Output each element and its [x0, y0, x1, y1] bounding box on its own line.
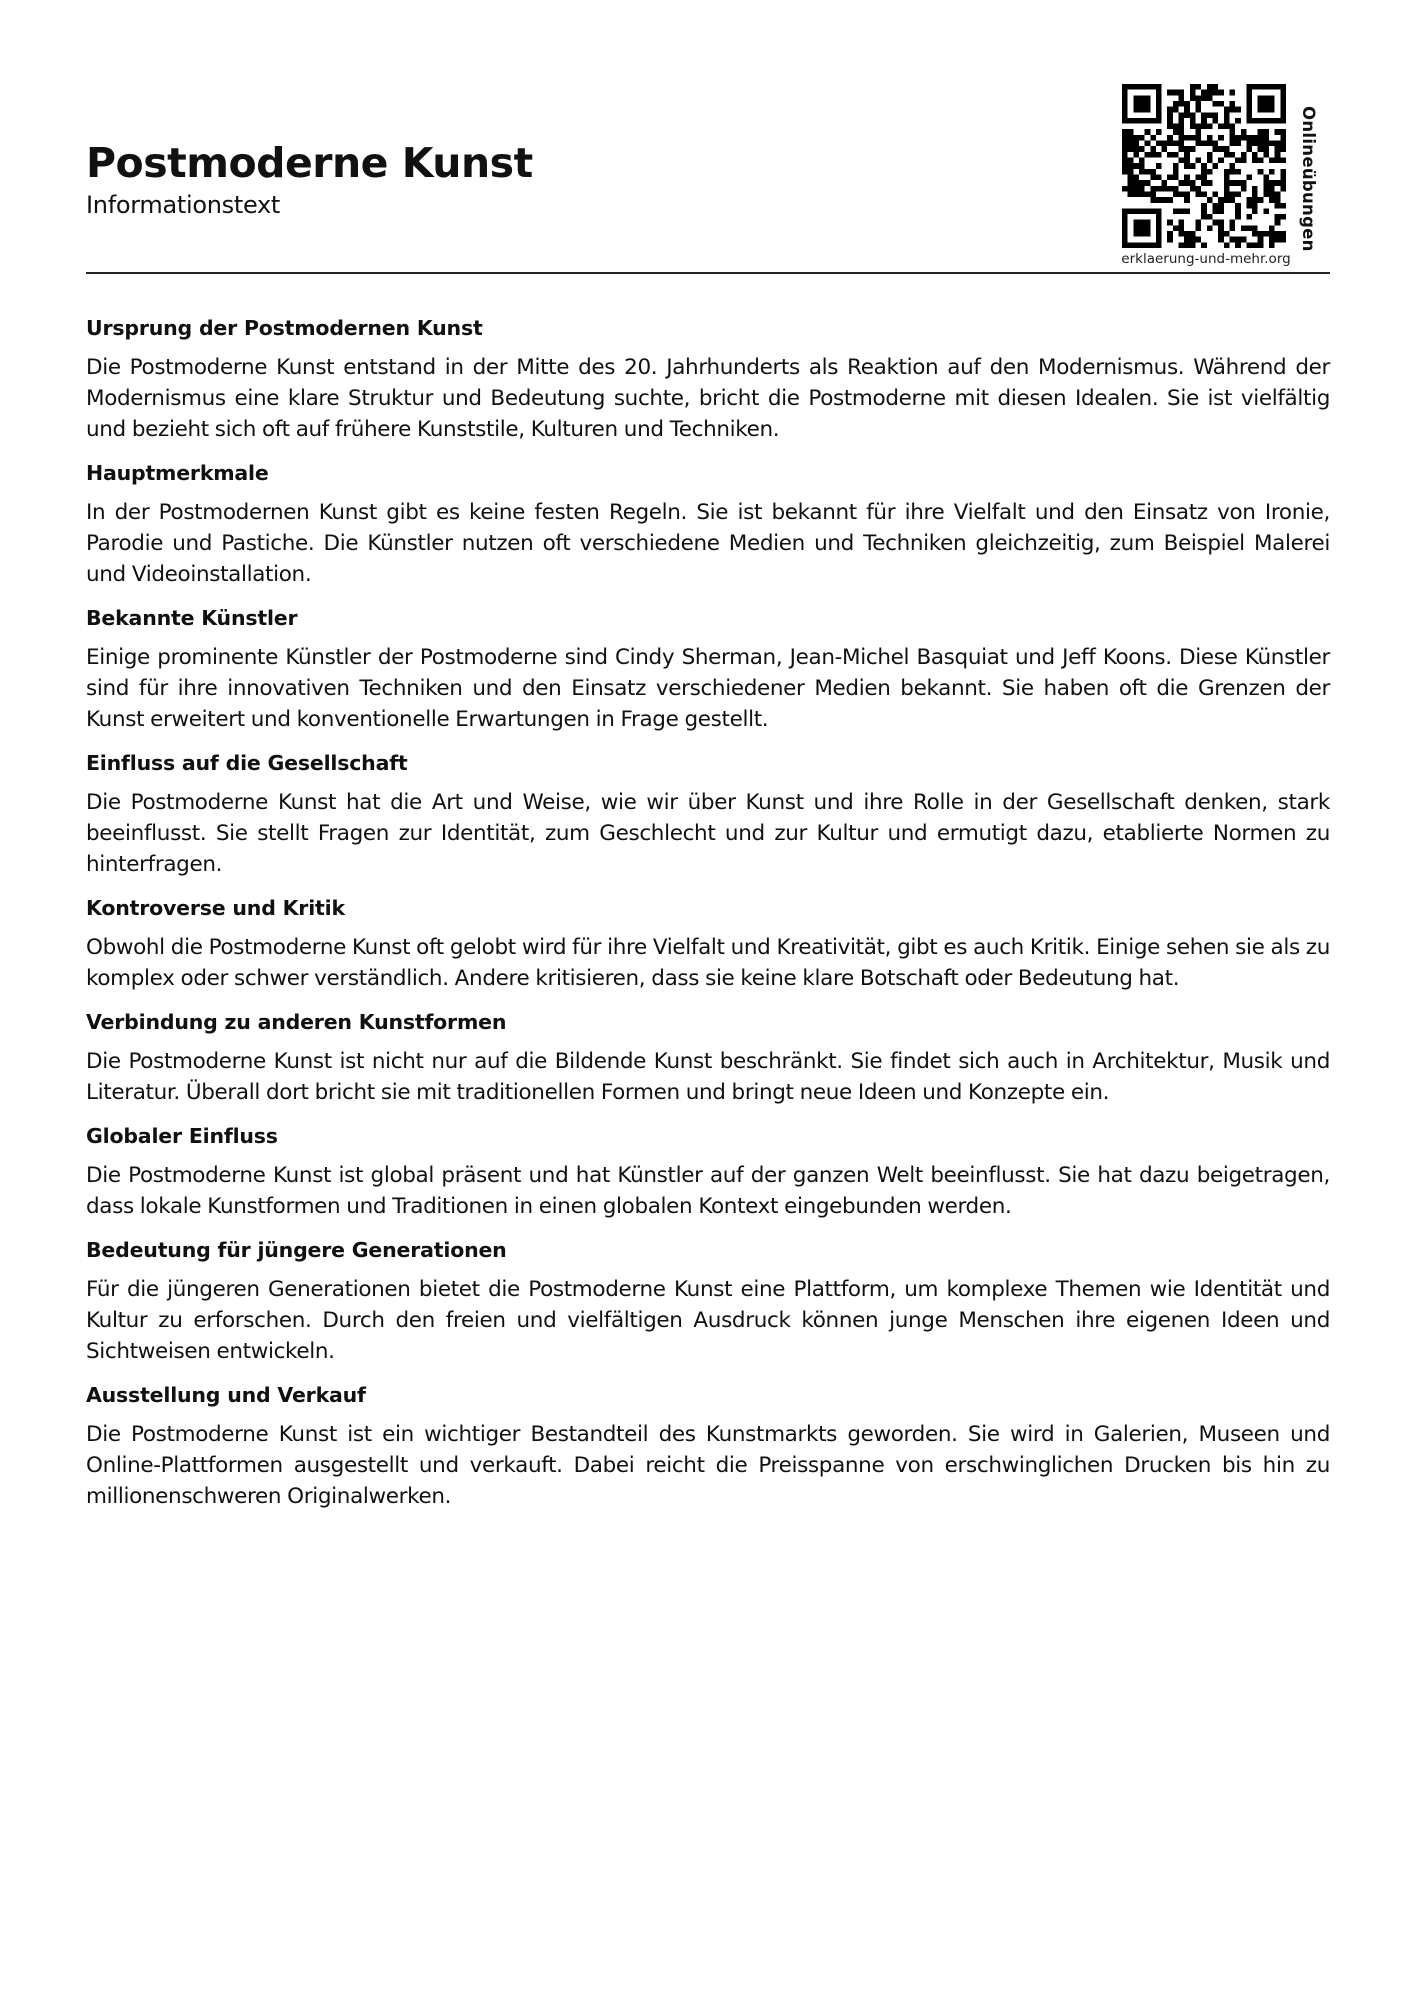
section-heading: Ausstellung und Verkauf	[86, 1383, 366, 1407]
page-subtitle: Informationstext	[86, 191, 280, 219]
page-title: Postmoderne Kunst	[86, 139, 533, 187]
section-heading: Verbindung zu anderen Kunstformen	[86, 1010, 507, 1034]
section-paragraph: Die Postmoderne Kunst entstand in der Mitte des 20. Jahrhunderts als Reaktion auf den Modernismus. Während der Modernismus eine klare Struktur und Bedeutung suchte, bricht die Postmoderne mit diesen Idealen. Sie ist vielfältig und bezieht sich oft auf frühere Kunststile, Kulturen und Techniken.	[86, 355, 1330, 442]
section-heading: Hauptmerkmale	[86, 461, 269, 485]
section-main-features	[86, 459, 1330, 590]
section-paragraph: In der Postmodernen Kunst gibt es keine festen Regeln. Sie ist bekannt für ihre Vielfalt und den Einsatz von Ironie, Parodie und Pastiche. Die Künstler nutzen oft verschiedene Medien und Techniken gleichzeitig, zum Beispiel Malerei und Videoinstallation.	[86, 500, 1330, 587]
section-paragraph: Die Postmoderne Kunst ist nicht nur auf die Bildende Kunst beschränkt. Sie findet sich auch in Architektur, Musik und Literatur. Überall dort bricht sie mit traditionellen Formen und bringt neue Ideen und Konzepte ein.	[86, 1049, 1330, 1105]
section-known-artists	[86, 604, 1330, 735]
section-heading: Bekannte Künstler	[86, 606, 298, 630]
section-society-influence	[86, 749, 1330, 880]
section-paragraph: Für die jüngeren Generationen bietet die Postmoderne Kunst eine Plattform, um komplexe Themen wie Identität und Kultur zu erforschen. Durch den freien und vielfältigen Ausdruck können junge Menschen ihre eigenen Ideen und Sichtweisen entwickeln.	[86, 1277, 1330, 1364]
section-origin	[86, 314, 1330, 445]
header-divider	[86, 272, 1330, 274]
qr-block	[1120, 78, 1330, 272]
section-global-influence	[86, 1122, 1330, 1222]
section-paragraph: Einige prominente Künstler der Postmoderne sind Cindy Sherman, Jean-Michel Basquiat und Jeff Koons. Diese Künstler sind für ihre innovativen Techniken und den Einsatz verschiedener Medien bekannt. Sie haben oft die Grenzen der Kunst erweitert und konventionelle Erwartungen in Frage gestellt.	[86, 645, 1330, 732]
section-paragraph: Die Postmoderne Kunst ist ein wichtiger Bestandteil des Kunstmarkts geworden. Sie wird in Galerien, Museen und Online-Plattformen ausgestellt und verkauft. Dabei reicht die Preisspanne von erschwinglichen Drucken bis hin zu millionenschweren Originalwerken.	[86, 1422, 1330, 1509]
section-paragraph: Die Postmoderne Kunst hat die Art und Weise, wie wir über Kunst und ihre Rolle in der Gesellschaft denken, stark beeinflusst. Sie stellt Fragen zur Identität, zum Geschlecht und zur Kultur und ermutigt dazu, etablierte Normen zu hinterfragen.	[86, 790, 1330, 877]
online-exercises-label: Onlineübungen	[1299, 106, 1318, 252]
page-header	[86, 78, 1330, 273]
section-heading: Einfluss auf die Gesellschaft	[86, 751, 408, 775]
text-content	[86, 314, 1330, 1526]
section-paragraph: Obwohl die Postmoderne Kunst oft gelobt wird für ihre Vielfalt und Kreativität, gibt es auch Kritik. Einige sehen sie als zu komplex oder schwer verständlich. Andere kritisieren, dass sie keine klare Botschaft oder Bedeutung hat.	[86, 935, 1330, 991]
section-other-art-forms	[86, 1008, 1330, 1108]
section-heading: Globaler Einfluss	[86, 1124, 278, 1148]
qr-code-icon[interactable]	[1122, 84, 1286, 248]
website-caption: erklaerung-und-mehr.org	[1121, 251, 1291, 267]
section-heading: Bedeutung für jüngere Generationen	[86, 1238, 507, 1262]
section-paragraph: Die Postmoderne Kunst ist global präsent und hat Künstler auf der ganzen Welt beeinflusst. Sie hat dazu beigetragen, dass lokale Kunstformen und Traditionen in einen globalen Kontext eingebunden werden.	[86, 1163, 1330, 1219]
section-exhibition-sale	[86, 1381, 1330, 1512]
section-controversy	[86, 894, 1330, 994]
section-heading: Ursprung der Postmodernen Kunst	[86, 316, 483, 340]
section-younger-generations	[86, 1236, 1330, 1367]
section-heading: Kontroverse und Kritik	[86, 896, 345, 920]
